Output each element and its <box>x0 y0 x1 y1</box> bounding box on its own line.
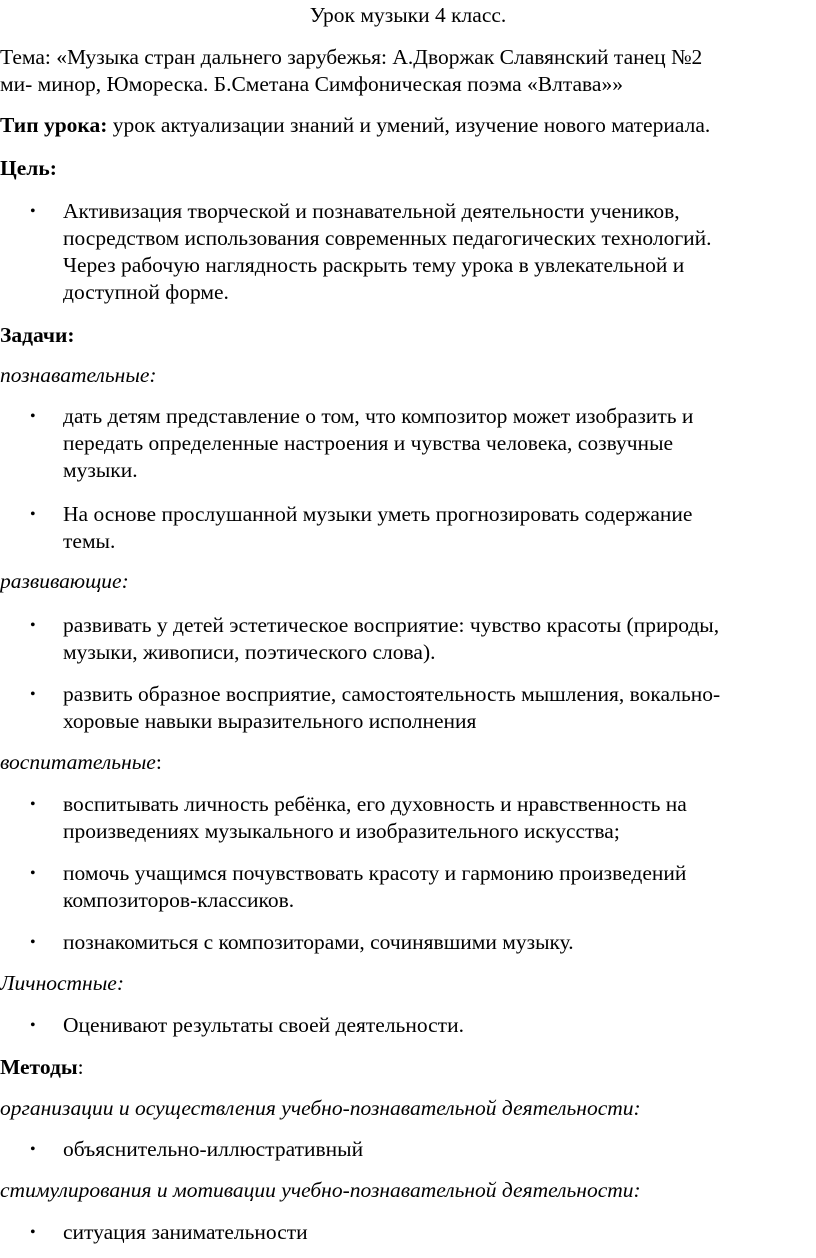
methods-organization-item-1: объяснительно-иллюстративный <box>63 1137 364 1161</box>
cognitive-item-2-line-2: темы. <box>63 529 116 553</box>
lesson-type-text: урок актуализации знаний и умений, изучение нового материала. <box>112 113 711 137</box>
educational-heading <box>0 749 812 776</box>
bullet-icon: • <box>30 1017 36 1034</box>
bullet-icon: • <box>30 408 36 425</box>
page-title: Урок музыки 4 класс. <box>309 3 507 27</box>
methods-stimulation-label: стимулирования и мотивации учебно-познавательной деятельности: <box>0 1178 641 1202</box>
bullet-icon: • <box>30 865 36 882</box>
lesson-type <box>0 112 812 139</box>
developing-item-2-line-2: хоровые навыки выразительного исполнения <box>63 709 477 733</box>
methods-organization-label: организации и осуществления учебно-познавательной деятельности: <box>0 1096 641 1120</box>
goal-item-line-4: доступной форме. <box>63 280 229 304</box>
personal-heading <box>0 970 812 997</box>
topic-line-2: ми- минор, Юмореска. Б.Сметана Симфоническая поэма «Влтава»» <box>0 72 623 96</box>
personal-item-1-line-1: Оценивают результаты своей деятельности. <box>63 1013 464 1037</box>
developing-item-1-line-1: развивать у детей эстетическое восприятие: чувство красоты (природы, <box>63 613 720 637</box>
cognitive-item-1-line-3: музыки. <box>63 458 138 482</box>
bullet-icon: • <box>30 506 36 523</box>
goal-heading <box>0 155 812 182</box>
educational-label: воспитательные <box>0 750 156 774</box>
personal-label: Личностные: <box>0 971 124 995</box>
tasks-heading <box>0 322 812 349</box>
educational-item-2-line-1: помочь учащимся почувствовать красоту и гармонию произведений <box>63 861 687 885</box>
topic-line-1 <box>0 44 812 71</box>
goal-item-line-1: Активизация творческой и познавательной деятельности учеников, <box>63 199 680 223</box>
educational-item-2-line-2: композиторов-классиков. <box>63 888 295 912</box>
goal-item-line-3: Через рабочую наглядность раскрыть тему урока в увлекательной и <box>63 253 685 277</box>
bullet-icon: • <box>30 1141 36 1158</box>
lesson-type-label: Тип урока: <box>0 113 108 137</box>
methods-stimulation-heading <box>0 1177 812 1204</box>
educational-item-3-line-1: познакомиться с композиторами, сочинявшими музыку. <box>63 930 574 954</box>
bullet-icon: • <box>30 686 36 703</box>
bullet-icon: • <box>30 203 36 220</box>
methods-organization-heading <box>0 1095 812 1122</box>
developing-heading <box>0 568 812 595</box>
methods-stimulation-item-1: ситуация занимательности <box>63 1220 308 1244</box>
bullet-icon: • <box>30 617 36 634</box>
tasks-label: Задачи: <box>0 323 75 347</box>
bullet-icon: • <box>30 796 36 813</box>
educational-colon: : <box>155 750 162 774</box>
educational-item-1-line-1: воспитывать личность ребёнка, его духовность и нравственность на <box>63 792 687 816</box>
cognitive-label: познавательные: <box>0 363 157 387</box>
topic-label: Тема: <box>0 45 51 69</box>
educational-item-1-line-2: произведениях музыкального и изобразительного искусства; <box>63 819 620 843</box>
methods-label: Методы <box>0 1055 78 1079</box>
developing-item-1-line-2: музыки, живописи, поэтического слова). <box>63 640 436 664</box>
methods-colon: : <box>77 1055 84 1079</box>
goal-label: Цель: <box>0 156 57 180</box>
bullet-icon: • <box>30 1224 36 1241</box>
cognitive-item-1-line-1: дать детям представление о том, что композитор может изобразить и <box>63 404 694 428</box>
cognitive-heading <box>0 362 812 389</box>
topic-text-1: «Музыка стран дальнего зарубежья: А.Дворжак Славянский танец №2 <box>56 45 703 69</box>
cognitive-item-1-line-2: передать определенные настроения и чувства человека, созвучные <box>63 431 674 455</box>
goal-item-line-2: посредством использования современных педагогических технологий. <box>63 226 712 250</box>
developing-label: развивающие: <box>0 569 129 593</box>
cognitive-item-2-line-1: На основе прослушанной музыки уметь прогнозировать содержание <box>63 502 693 526</box>
developing-item-2-line-1: развить образное восприятие, самостоятельность мышления, вокально- <box>63 682 721 706</box>
bullet-icon: • <box>30 934 36 951</box>
methods-heading <box>0 1054 812 1081</box>
